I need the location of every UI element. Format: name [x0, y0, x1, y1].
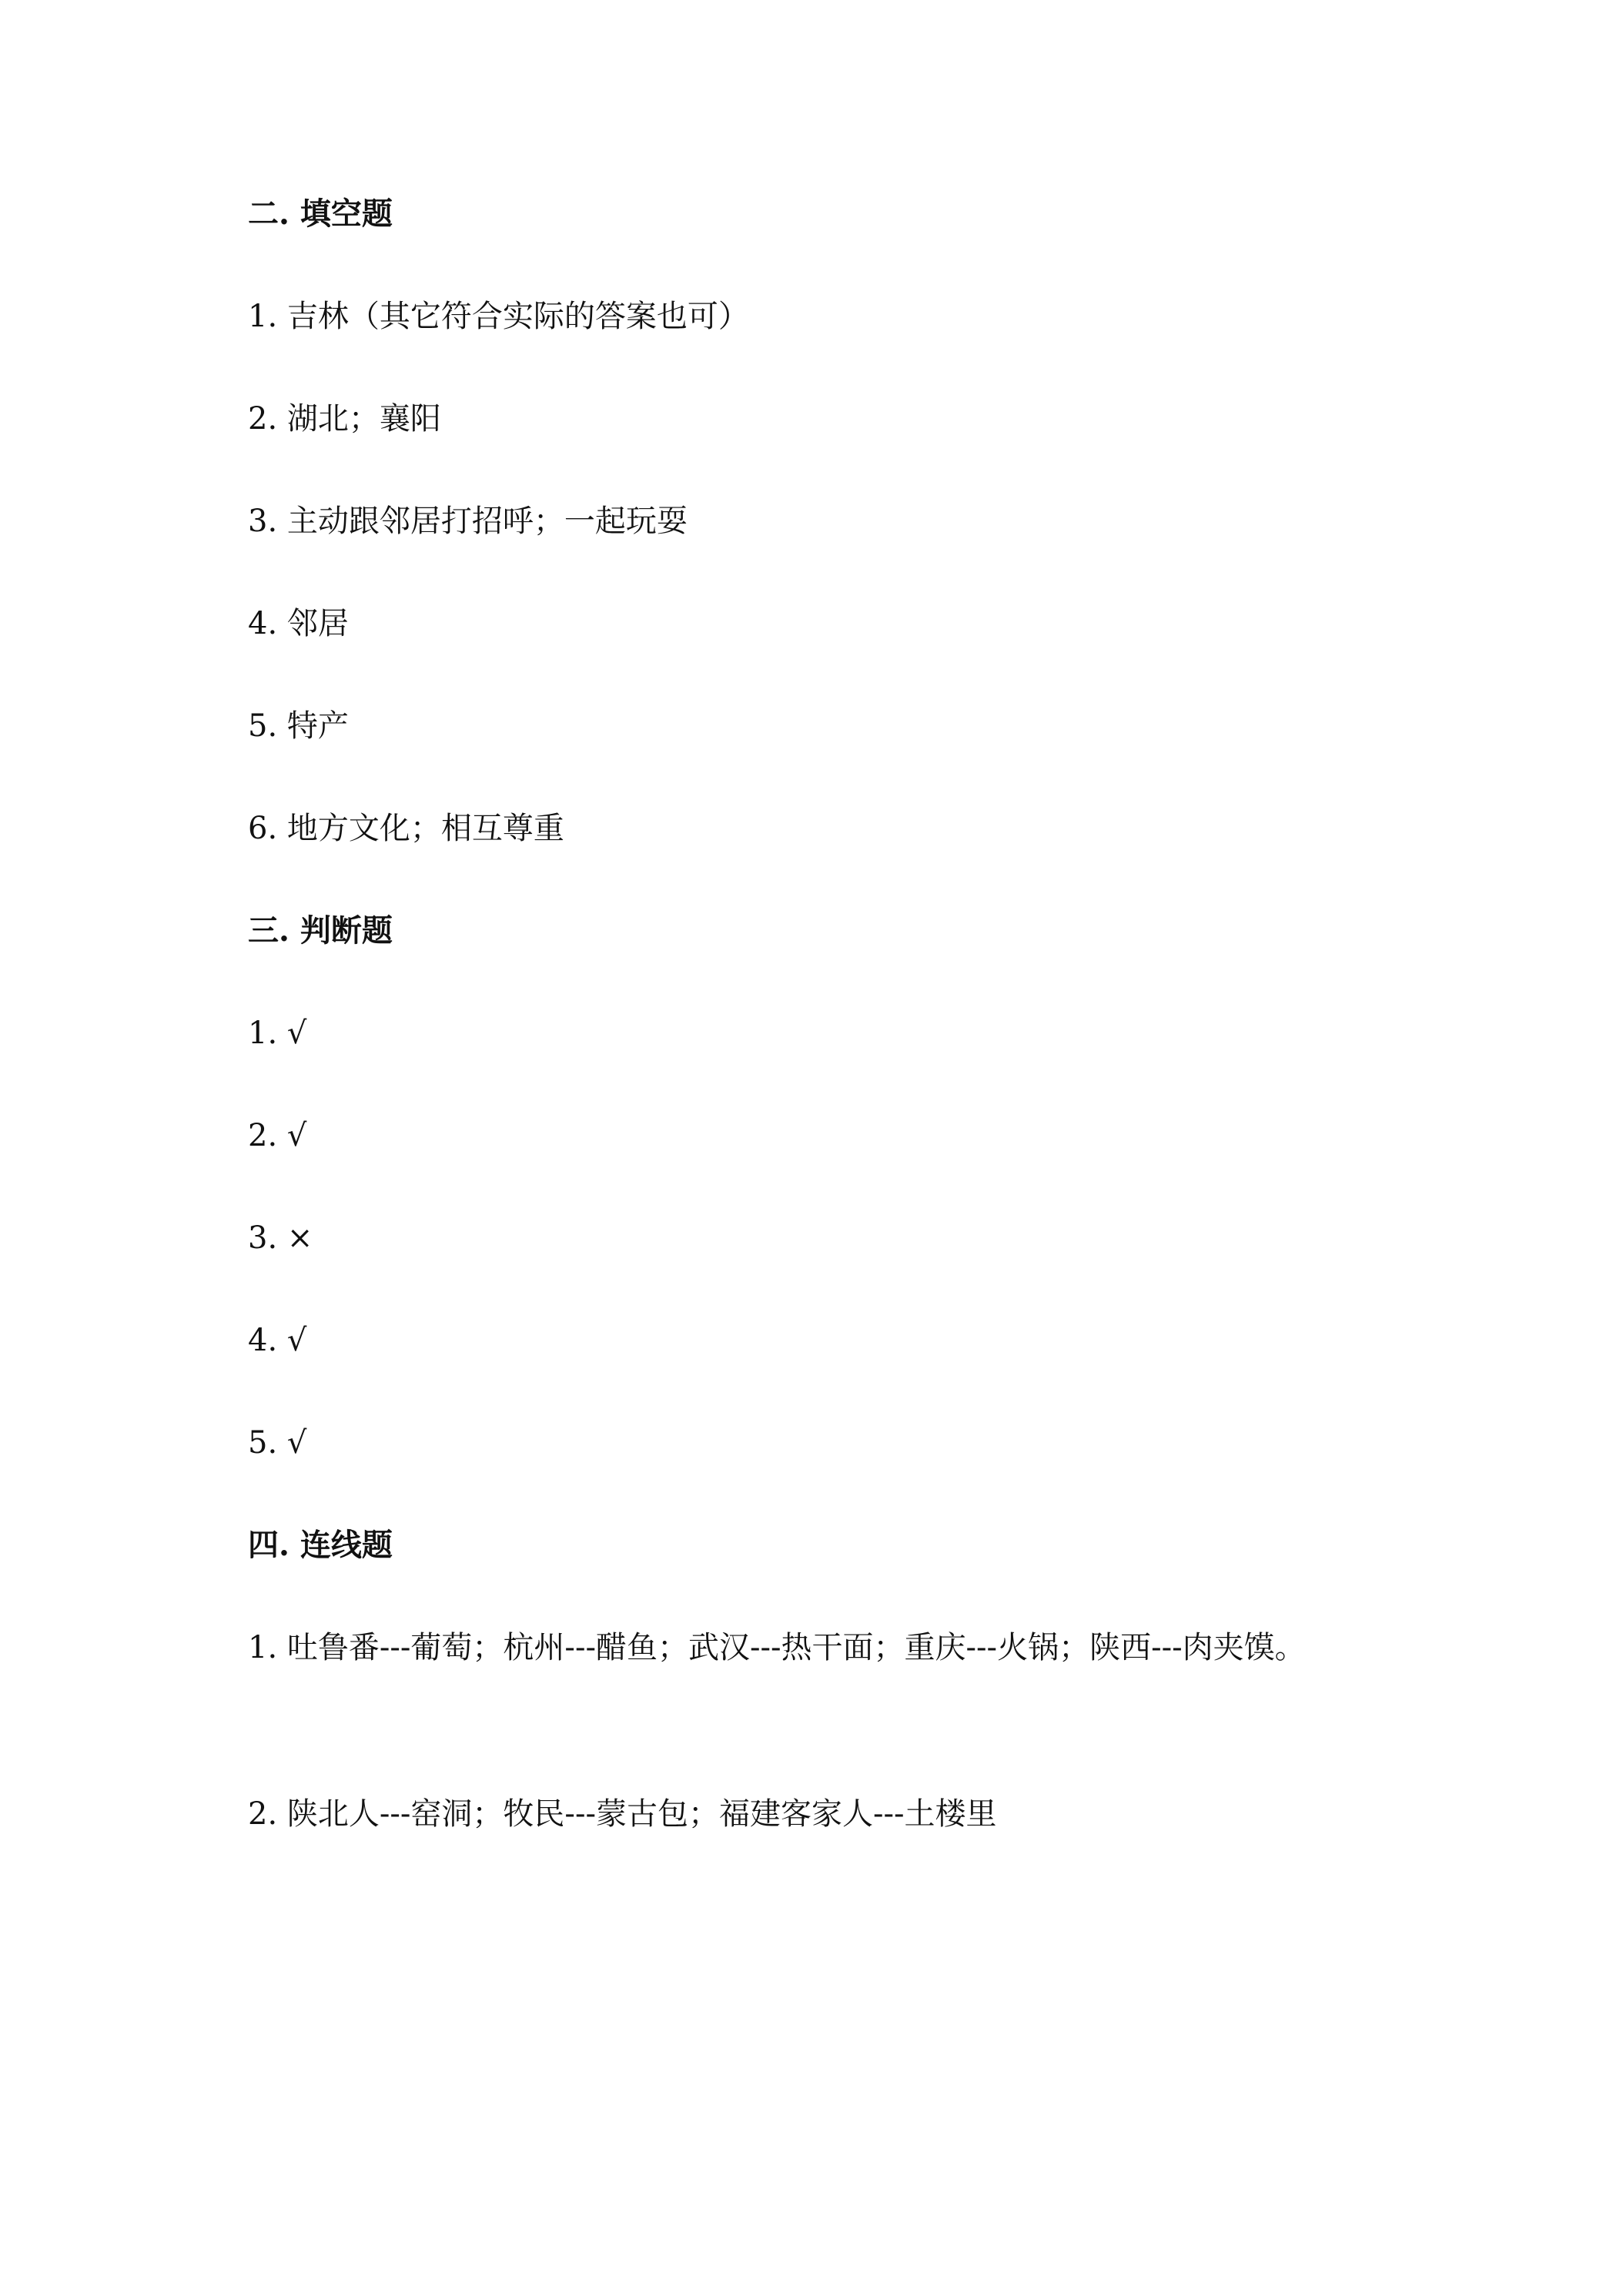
true-false-item-1: 1. √: [248, 1016, 307, 1051]
fill-blank-item-4: 4. 邻居: [248, 606, 349, 641]
fill-blank-item-6: 6. 地方文化；相互尊重: [248, 811, 564, 846]
true-false-item-3: 3. ×: [248, 1220, 313, 1256]
fill-blank-item-3: 3. 主动跟邻居打招呼；一起玩耍: [248, 504, 688, 539]
fill-blank-item-5: 5. 特产: [248, 708, 349, 744]
true-false-item-2: 2. √: [248, 1118, 307, 1153]
true-false-item-5: 5. √: [248, 1425, 307, 1461]
section-heading-matching: 四. 连线题: [248, 1527, 393, 1563]
matching-item-1: 1. 吐鲁番---葡萄；杭州---醋鱼；武汉---热干面；重庆---火锅；陕西---肉夹馍。: [248, 1630, 1306, 1665]
section-heading-fill-blank: 二. 填空题: [248, 196, 393, 232]
fill-blank-item-1: 1. 吉林（其它符合实际的答案也可）: [248, 299, 749, 334]
matching-item-2: 2. 陕北人---窑洞；牧民---蒙古包；福建客家人---土楼里: [248, 1796, 997, 1832]
true-false-item-4: 4. √: [248, 1323, 307, 1358]
fill-blank-item-2: 2. 湖北；襄阳: [248, 401, 441, 437]
section-heading-true-false: 三. 判断题: [248, 912, 393, 949]
